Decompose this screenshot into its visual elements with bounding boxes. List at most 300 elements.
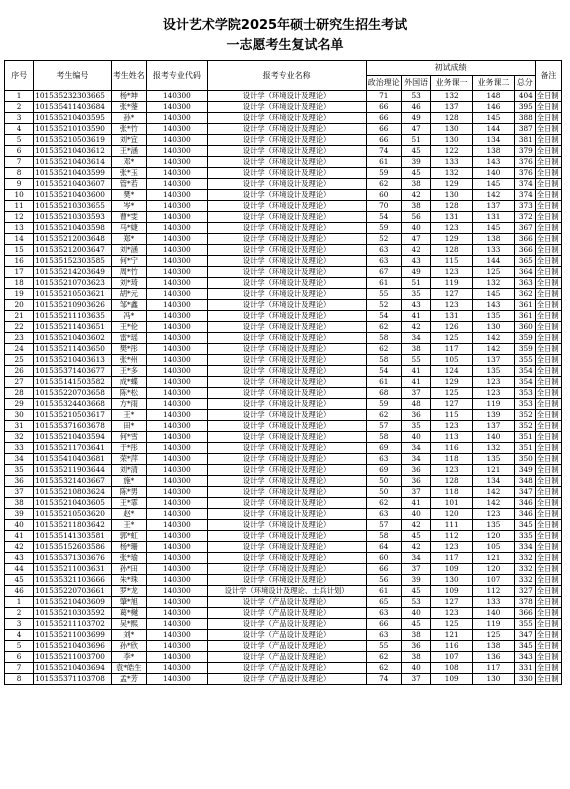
cell-foreign: 45 [402, 168, 431, 179]
cell-politics: 66 [366, 113, 402, 124]
cell-politics: 68 [366, 388, 402, 399]
cell-remark: 全日制 [535, 652, 561, 663]
cell-remark: 全日制 [535, 630, 561, 641]
table-row [5, 146, 562, 157]
document-subtitle: 一志愿考生复试名单 [226, 38, 344, 53]
cell-remark: 全日制 [535, 597, 561, 608]
cell-major-name: 设计学（环境设计及理论） [207, 278, 366, 289]
cell-major-name: 设计学（环境设计及理论） [207, 476, 366, 487]
cell-seq: 17 [5, 267, 34, 278]
cell-major-name: 设计学（环境设计及理论） [207, 564, 366, 575]
cell-total: 361 [514, 300, 535, 311]
table-row [5, 135, 562, 146]
cell-total: 354 [514, 377, 535, 388]
cell-remark: 全日制 [535, 663, 561, 674]
cell-name: 何*雪 [111, 432, 147, 443]
cell-name: 吴*熙 [111, 619, 147, 630]
cell-politics: 54 [366, 311, 402, 322]
table-row [5, 377, 562, 388]
cell-name: 杨*坤 [111, 91, 147, 102]
cell-course1: 126 [431, 322, 473, 333]
candidate-table [4, 60, 562, 685]
cell-course2: 132 [473, 443, 515, 454]
cell-exam-no: 101535141503582 [34, 377, 111, 388]
table-row [5, 443, 562, 454]
table-row [5, 344, 562, 355]
cell-seq: 44 [5, 564, 34, 575]
cell-course2: 140 [473, 608, 515, 619]
cell-foreign: 41 [402, 366, 431, 377]
cell-major-code: 140300 [147, 410, 208, 421]
cell-remark: 全日制 [535, 212, 561, 223]
cell-exam-no: 101535210403595 [34, 113, 111, 124]
cell-politics: 69 [366, 465, 402, 476]
cell-name: 孙*田 [111, 564, 147, 575]
cell-course1: 113 [431, 432, 473, 443]
cell-course1: 108 [431, 663, 473, 674]
cell-remark: 全日制 [535, 509, 561, 520]
cell-major-name: 设计学（产品设计及理论） [207, 663, 366, 674]
cell-remark: 全日制 [535, 278, 561, 289]
cell-major-name: 设计学（产品设计及理论） [207, 619, 366, 630]
table-row [5, 608, 562, 619]
cell-exam-no: 101535211003631 [34, 564, 111, 575]
header-initial-scores: 初试成绩 [366, 61, 535, 76]
cell-major-name: 设计学（环境设计及理论） [207, 289, 366, 300]
cell-course1: 127 [431, 399, 473, 410]
cell-name: 何*宁 [111, 256, 147, 267]
cell-major-name: 设计学（环境设计及理论） [207, 245, 366, 256]
cell-exam-no: 101535220703658 [34, 388, 111, 399]
cell-course2: 145 [473, 223, 515, 234]
table-row [5, 223, 562, 234]
cell-major-code: 140300 [147, 91, 208, 102]
cell-course1: 128 [431, 476, 473, 487]
cell-total: 347 [514, 630, 535, 641]
table-row [5, 333, 562, 344]
cell-remark: 全日制 [535, 641, 561, 652]
table-row [5, 465, 562, 476]
cell-total: 352 [514, 410, 535, 421]
cell-politics: 64 [366, 542, 402, 553]
cell-foreign: 36 [402, 410, 431, 421]
cell-exam-no: 101535152303585 [34, 256, 111, 267]
cell-exam-no: 101535371103708 [34, 674, 111, 685]
cell-seq: 7 [5, 663, 34, 674]
cell-total: 351 [514, 443, 535, 454]
cell-course1: 127 [431, 597, 473, 608]
header-name: 考生姓名 [111, 61, 147, 91]
cell-major-code: 140300 [147, 146, 208, 157]
cell-course1: 129 [431, 377, 473, 388]
cell-foreign: 37 [402, 388, 431, 399]
cell-major-name: 设计学（环境设计及理论） [207, 366, 366, 377]
cell-major-name: 设计学（环境设计及理论） [207, 157, 366, 168]
cell-total: 346 [514, 498, 535, 509]
cell-remark: 全日制 [535, 410, 561, 421]
cell-major-name: 设计学（环境设计及理论） [207, 421, 366, 432]
cell-total: 361 [514, 311, 535, 322]
cell-course2: 112 [473, 586, 515, 597]
table-row [5, 531, 562, 542]
cell-major-name: 设计学（产品设计及理论） [207, 630, 366, 641]
cell-total: 378 [514, 597, 535, 608]
cell-seq: 38 [5, 498, 34, 509]
cell-course1: 107 [431, 652, 473, 663]
cell-name: 孙* [111, 113, 147, 124]
cell-politics: 71 [366, 91, 402, 102]
cell-course2: 107 [473, 575, 515, 586]
cell-major-code: 140300 [147, 201, 208, 212]
cell-politics: 61 [366, 377, 402, 388]
cell-remark: 全日制 [535, 256, 561, 267]
cell-course1: 118 [431, 454, 473, 465]
cell-exam-no: 101535211903644 [34, 465, 111, 476]
cell-course1: 128 [431, 245, 473, 256]
cell-foreign: 51 [402, 135, 431, 146]
cell-remark: 全日制 [535, 113, 561, 124]
cell-major-code: 140300 [147, 157, 208, 168]
cell-course2: 130 [473, 322, 515, 333]
cell-total: 345 [514, 520, 535, 531]
cell-total: 350 [514, 454, 535, 465]
cell-politics: 63 [366, 509, 402, 520]
cell-course1: 105 [431, 355, 473, 366]
cell-course2: 148 [473, 91, 515, 102]
cell-major-code: 140300 [147, 586, 208, 597]
cell-seq: 16 [5, 256, 34, 267]
cell-remark: 全日制 [535, 465, 561, 476]
cell-foreign: 42 [402, 542, 431, 553]
cell-total: 364 [514, 267, 535, 278]
cell-name: 李* [111, 652, 147, 663]
cell-seq: 8 [5, 168, 34, 179]
cell-course1: 122 [431, 146, 473, 157]
cell-foreign: 46 [402, 102, 431, 113]
cell-politics: 52 [366, 234, 402, 245]
cell-course1: 123 [431, 465, 473, 476]
cell-politics: 62 [366, 410, 402, 421]
cell-name: 刘*清 [111, 465, 147, 476]
cell-exam-no: 101535210803624 [34, 487, 111, 498]
cell-seq: 42 [5, 542, 34, 553]
cell-major-name: 设计学（环境设计及理论） [207, 135, 366, 146]
cell-name: 陈*男 [111, 487, 147, 498]
cell-course1: 128 [431, 201, 473, 212]
cell-exam-no: 101535152603586 [34, 542, 111, 553]
cell-course1: 120 [431, 509, 473, 520]
cell-foreign: 41 [402, 498, 431, 509]
cell-foreign: 49 [402, 267, 431, 278]
cell-course1: 130 [431, 190, 473, 201]
cell-politics: 62 [366, 498, 402, 509]
cell-major-name: 设计学（环境设计及理论、士兵计划） [207, 586, 366, 597]
cell-politics: 54 [366, 366, 402, 377]
cell-total: 345 [514, 641, 535, 652]
cell-seq: 5 [5, 135, 34, 146]
table-row [5, 102, 562, 113]
cell-major-code: 140300 [147, 520, 208, 531]
cell-exam-no: 101535211703641 [34, 443, 111, 454]
cell-politics: 63 [366, 256, 402, 267]
cell-major-code: 140300 [147, 432, 208, 443]
cell-course2: 140 [473, 432, 515, 443]
cell-major-name: 设计学（环境设计及理论） [207, 465, 366, 476]
cell-name: 管*若 [111, 179, 147, 190]
cell-seq: 46 [5, 586, 34, 597]
cell-course2: 123 [473, 388, 515, 399]
cell-total: 359 [514, 333, 535, 344]
cell-course1: 131 [431, 311, 473, 322]
cell-course2: 145 [473, 289, 515, 300]
cell-course2: 125 [473, 267, 515, 278]
cell-course2: 135 [473, 454, 515, 465]
cell-major-code: 140300 [147, 300, 208, 311]
cell-foreign: 37 [402, 487, 431, 498]
table-row [5, 201, 562, 212]
cell-major-name: 设计学（环境设计及理论） [207, 355, 366, 366]
cell-seq: 10 [5, 190, 34, 201]
cell-remark: 全日制 [535, 135, 561, 146]
cell-name: 马*婕 [111, 223, 147, 234]
cell-politics: 65 [366, 597, 402, 608]
cell-exam-no: 101535220703661 [34, 586, 111, 597]
cell-exam-no: 101535211103635 [34, 311, 111, 322]
cell-major-code: 140300 [147, 487, 208, 498]
cell-remark: 全日制 [535, 454, 561, 465]
cell-seq: 4 [5, 124, 34, 135]
cell-name: 胡*元 [111, 289, 147, 300]
cell-name: 刘*宜 [111, 135, 147, 146]
cell-remark: 全日制 [535, 245, 561, 256]
cell-politics: 58 [366, 531, 402, 542]
cell-major-code: 140300 [147, 608, 208, 619]
cell-exam-no: 101535321403667 [34, 476, 111, 487]
cell-exam-no: 101535211003700 [34, 652, 111, 663]
table-row [5, 157, 562, 168]
cell-seq: 30 [5, 410, 34, 421]
table-row [5, 124, 562, 135]
cell-course1: 132 [431, 168, 473, 179]
cell-major-code: 140300 [147, 113, 208, 124]
cell-exam-no: 101535210403696 [34, 641, 111, 652]
cell-exam-no: 101535212003647 [34, 245, 111, 256]
cell-politics: 62 [366, 344, 402, 355]
cell-total: 355 [514, 619, 535, 630]
cell-course1: 123 [431, 223, 473, 234]
cell-foreign: 45 [402, 531, 431, 542]
cell-remark: 全日制 [535, 399, 561, 410]
cell-course2: 121 [473, 553, 515, 564]
cell-seq: 1 [5, 91, 34, 102]
cell-seq: 39 [5, 509, 34, 520]
cell-major-name: 设计学（环境设计及理论） [207, 399, 366, 410]
cell-name: 张*玉 [111, 168, 147, 179]
cell-total: 343 [514, 652, 535, 663]
cell-major-name: 设计学（环境设计及理论） [207, 487, 366, 498]
cell-foreign: 35 [402, 289, 431, 300]
table-row [5, 388, 562, 399]
cell-exam-no: 101535210103590 [34, 124, 111, 135]
cell-seq: 28 [5, 388, 34, 399]
cell-foreign: 36 [402, 465, 431, 476]
cell-politics: 58 [366, 355, 402, 366]
cell-major-code: 140300 [147, 267, 208, 278]
cell-course2: 142 [473, 333, 515, 344]
cell-exam-no: 101535210403612 [34, 146, 111, 157]
table-row [5, 289, 562, 300]
cell-total: 349 [514, 465, 535, 476]
cell-course1: 123 [431, 608, 473, 619]
cell-major-code: 140300 [147, 388, 208, 399]
cell-course2: 117 [473, 663, 515, 674]
cell-remark: 全日制 [535, 608, 561, 619]
cell-seq: 24 [5, 344, 34, 355]
cell-exam-no: 101535211003699 [34, 630, 111, 641]
cell-major-name: 设计学（环境设计及理论） [207, 322, 366, 333]
cell-politics: 63 [366, 245, 402, 256]
cell-total: 353 [514, 399, 535, 410]
cell-politics: 66 [366, 564, 402, 575]
table-row [5, 399, 562, 410]
cell-foreign: 38 [402, 652, 431, 663]
cell-remark: 全日制 [535, 201, 561, 212]
cell-exam-no: 101535141303581 [34, 531, 111, 542]
cell-total: 352 [514, 421, 535, 432]
cell-major-code: 140300 [147, 619, 208, 630]
cell-remark: 全日制 [535, 586, 561, 597]
cell-foreign: 40 [402, 608, 431, 619]
cell-name: 成*蝶 [111, 377, 147, 388]
cell-exam-no: 101535211403650 [34, 344, 111, 355]
table-row [5, 509, 562, 520]
cell-name: 袁*皓生 [111, 663, 147, 674]
cell-remark: 全日制 [535, 421, 561, 432]
cell-major-code: 140300 [147, 421, 208, 432]
cell-major-name: 设计学（环境设计及理论） [207, 190, 366, 201]
cell-exam-no: 101535411403684 [34, 102, 111, 113]
cell-name: 张*州 [111, 355, 147, 366]
cell-course1: 132 [431, 91, 473, 102]
cell-exam-no: 101535371403677 [34, 366, 111, 377]
cell-seq: 34 [5, 454, 34, 465]
cell-politics: 50 [366, 487, 402, 498]
cell-exam-no: 101535210403594 [34, 432, 111, 443]
cell-exam-no: 101535211803642 [34, 520, 111, 531]
cell-foreign: 36 [402, 476, 431, 487]
cell-course1: 129 [431, 234, 473, 245]
cell-name: 王* [111, 520, 147, 531]
cell-course1: 125 [431, 333, 473, 344]
cell-major-name: 设计学（环境设计及理论） [207, 333, 366, 344]
cell-total: 354 [514, 366, 535, 377]
cell-foreign: 36 [402, 641, 431, 652]
cell-remark: 全日制 [535, 179, 561, 190]
cell-major-name: 设计学（环境设计及理论） [207, 443, 366, 454]
cell-course1: 125 [431, 388, 473, 399]
cell-seq: 7 [5, 157, 34, 168]
cell-major-name: 设计学（环境设计及理论） [207, 256, 366, 267]
cell-foreign: 40 [402, 509, 431, 520]
cell-total: 351 [514, 432, 535, 443]
cell-course2: 135 [473, 520, 515, 531]
cell-remark: 全日制 [535, 476, 561, 487]
cell-course1: 118 [431, 487, 473, 498]
cell-remark: 全日制 [535, 487, 561, 498]
cell-course2: 142 [473, 498, 515, 509]
header-total: 总分 [514, 76, 535, 91]
cell-major-code: 140300 [147, 289, 208, 300]
cell-total: 334 [514, 542, 535, 553]
cell-remark: 全日制 [535, 564, 561, 575]
cell-politics: 63 [366, 454, 402, 465]
cell-course1: 121 [431, 630, 473, 641]
header-major-name: 报考专业名称 [207, 61, 366, 91]
cell-exam-no: 101535214203649 [34, 267, 111, 278]
cell-remark: 全日制 [535, 333, 561, 344]
cell-major-name: 设计学（环境设计及理论） [207, 553, 366, 564]
cell-course1: 129 [431, 179, 473, 190]
table-row [5, 564, 562, 575]
cell-seq: 13 [5, 223, 34, 234]
cell-major-code: 140300 [147, 641, 208, 652]
cell-total: 346 [514, 509, 535, 520]
cell-course2: 123 [473, 509, 515, 520]
cell-seq: 25 [5, 355, 34, 366]
cell-foreign: 56 [402, 212, 431, 223]
cell-course2: 134 [473, 476, 515, 487]
cell-major-code: 140300 [147, 333, 208, 344]
cell-seq: 1 [5, 597, 34, 608]
cell-foreign: 41 [402, 311, 431, 322]
cell-exam-no: 101535210403598 [34, 223, 111, 234]
cell-total: 404 [514, 91, 535, 102]
cell-foreign: 41 [402, 377, 431, 388]
cell-remark: 全日制 [535, 366, 561, 377]
cell-exam-no: 101535371603678 [34, 421, 111, 432]
table-row [5, 311, 562, 322]
cell-remark: 全日制 [535, 146, 561, 157]
cell-exam-no: 101535210503619 [34, 135, 111, 146]
table-body [5, 91, 562, 685]
cell-remark: 全日制 [535, 289, 561, 300]
cell-politics: 67 [366, 267, 402, 278]
cell-remark: 全日制 [535, 377, 561, 388]
table-row [5, 300, 562, 311]
cell-course1: 101 [431, 498, 473, 509]
cell-exam-no: 101535210403600 [34, 190, 111, 201]
cell-course2: 119 [473, 399, 515, 410]
table-row [5, 113, 562, 124]
cell-total: 327 [514, 586, 535, 597]
cell-exam-no: 101535210303655 [34, 201, 111, 212]
cell-course1: 117 [431, 344, 473, 355]
cell-major-code: 140300 [147, 212, 208, 223]
cell-total: 374 [514, 190, 535, 201]
cell-total: 373 [514, 201, 535, 212]
cell-seq: 3 [5, 113, 34, 124]
cell-remark: 全日制 [535, 300, 561, 311]
cell-major-code: 140300 [147, 190, 208, 201]
cell-course1: 123 [431, 300, 473, 311]
cell-major-code: 140300 [147, 124, 208, 135]
cell-politics: 62 [366, 179, 402, 190]
cell-course2: 140 [473, 168, 515, 179]
cell-major-code: 140300 [147, 135, 208, 146]
cell-remark: 全日制 [535, 234, 561, 245]
cell-remark: 全日制 [535, 553, 561, 564]
cell-foreign: 55 [402, 355, 431, 366]
